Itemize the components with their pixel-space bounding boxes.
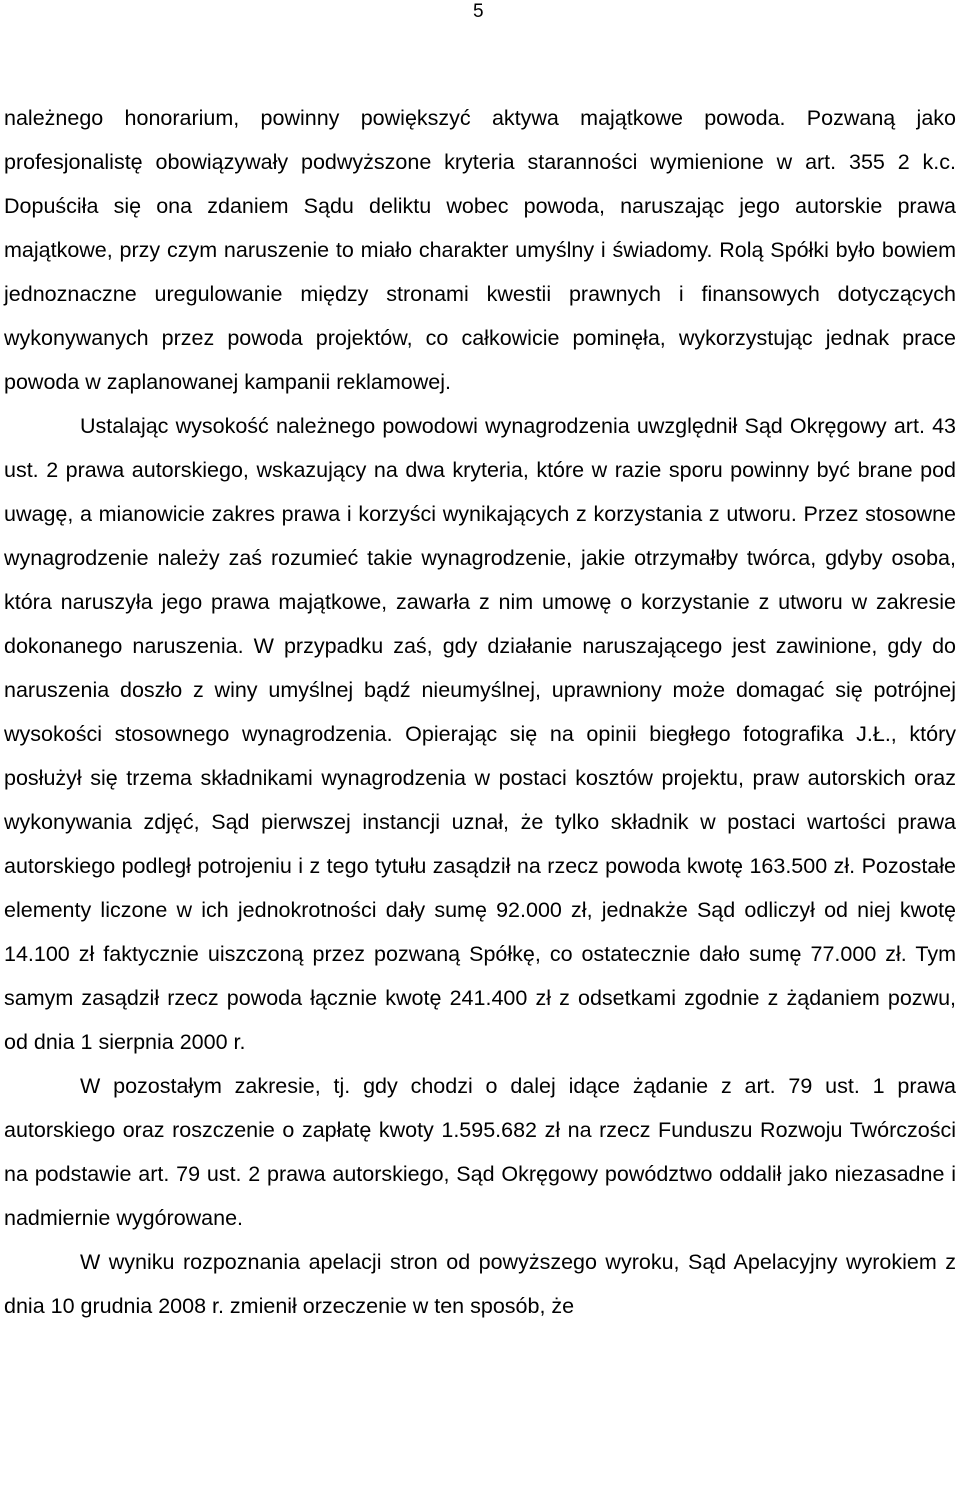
page-number-text: 5 bbox=[473, 1, 484, 22]
paragraph-1: należnego honorarium, powinny powiększyć aktywa majątkowe powoda. Pozwaną jako profesjonalistę obowiązywały podwyższone kryteria staranności wymienione w art. 355 2 k.c. Dopuściła się ona zdaniem Sądu deliktu wobec powoda, naruszając jego autorskie prawa majątkowe, przy czym naruszenie to miało charakter umyślny i świadomy. Rolą Spółki było bowiem jednoznaczne uregulowanie między stronami kwestii prawnych i finansowych dotyczących wykonywanych przez powoda projektów, co całkowicie pominęła, wykorzystując jednak prace powoda w zaplanowanej kampanii reklamowej. bbox=[4, 106, 956, 394]
paragraph-3: W pozostałym zakresie, tj. gdy chodzi o dalej idące żądanie z art. 79 ust. 1 prawa autorskiego oraz roszczenie o zapłatę kwoty 1.595.682 zł na rzecz Funduszu Rozwoju Twórczości na podstawie art. 79 ust. 2 prawa autorskiego, Sąd Okręgowy powództwo oddalił jako niezasadne i nadmiernie wygórowane. bbox=[4, 1074, 956, 1230]
paragraph-2: Ustalając wysokość należnego powodowi wynagrodzenia uwzględnił Sąd Okręgowy art. 43 ust. 2 prawa autorskiego, wskazujący na dwa kryteria, które w razie sporu powinny być brane pod uwagę, a mianowicie zakres prawa i korzyści wynikających z korzystania z utworu. Przez stosowne wynagrodzenie należy zaś rozumieć takie wynagrodzenie, jakie otrzymałby twórca, gdyby osoba, która naruszyła jego prawa majątkowe, zawarła z nim umowę o korzystanie z utworu w zakresie dokonanego naruszenia. W przypadku zaś, gdy działanie naruszającego jest zawinione, gdy do naruszenia doszło z winy umyślnej bądź nieumyślnej, uprawniony może domagać się potrójnej wysokości stosownego wynagrodzenia. Opierając się na opinii biegłego fotografika J.Ł., który posłużył się trzema składnikami wynagrodzenia w postaci kosztów projektu, praw autorskich oraz wykonywania zdjęć, Sąd pierwszej instancji uznał, że tylko składnik w postaci wartości prawa autorskiego podległ potrojeniu i z tego tytułu zasądził na rzecz powoda kwotę 163.500 zł. Pozostałe elementy liczone w ich jednokrotności dały sumę 92.000 zł, jednakże Sąd odliczył od niej kwotę 14.100 zł faktycznie uiszczoną przez pozwaną Spółkę, co ostatecznie dało sumę 77.000 zł. Tym samym zasądził rzecz powoda łącznie kwotę 241.400 zł z odsetkami zgodnie z żądaniem pozwu, od dnia 1 sierpnia 2000 r. bbox=[4, 414, 956, 1054]
document-body bbox=[4, 96, 956, 1328]
paragraph-4: W wyniku rozpoznania apelacji stron od powyższego wyroku, Sąd Apelacyjny wyrokiem z dnia 10 grudnia 2008 r. zmienił orzeczenie w ten sposób, że bbox=[4, 1250, 956, 1318]
